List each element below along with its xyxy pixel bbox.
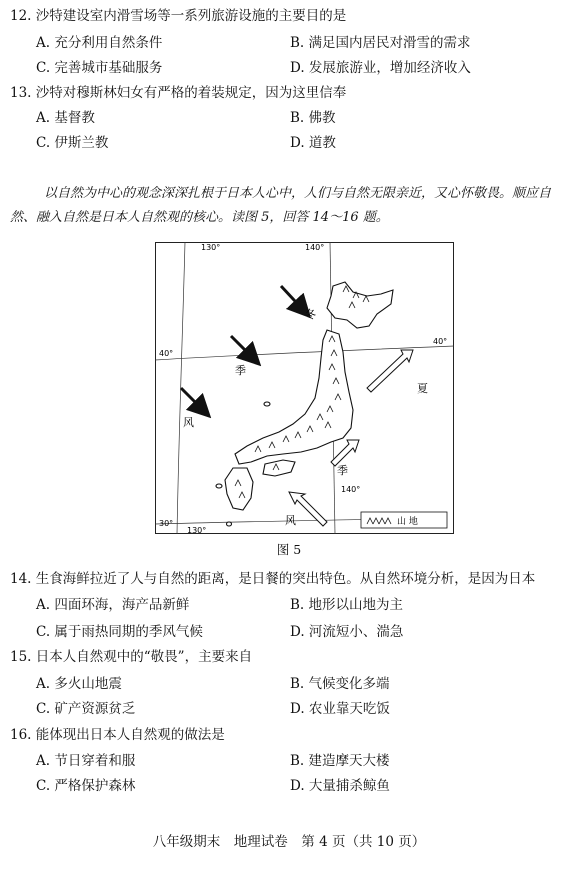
q16-option-b: B. 建造摩天大楼 bbox=[290, 753, 390, 769]
q12-option-b: B. 满足国内居民对滑雪的需求 bbox=[290, 35, 471, 51]
passage-line-1: 以自然为中心的观念深深扎根于日本人心中，人们与自然无限亲近，又心怀敬畏。顺应自 bbox=[44, 186, 552, 201]
q15-option-c: C. 矿产资源贫乏 bbox=[36, 701, 136, 717]
page-footer: 八年级期末 地理试卷 第 4 页（共 10 页） bbox=[152, 834, 426, 850]
q15-option-b: B. 气候变化多端 bbox=[290, 676, 390, 692]
summer-char-1: 夏 bbox=[417, 382, 428, 395]
question-15-stem: 15. 日本人自然观中的“敬畏”，主要来自 bbox=[10, 649, 253, 665]
q15-option-a: A. 多火山地震 bbox=[36, 676, 122, 692]
lon-140-top-label: 140° bbox=[305, 243, 325, 252]
passage-line-2: 然、融入自然是日本人自然观的核心。读图 5，回答 14～16 题。 bbox=[10, 210, 389, 225]
q13-option-b: B. 佛教 bbox=[290, 110, 336, 126]
map-legend bbox=[361, 512, 447, 528]
lon-130-bottom-label: 130° bbox=[187, 526, 207, 534]
q15-option-d: D. 农业靠天吃饭 bbox=[290, 701, 390, 717]
legend-label: 山 地 bbox=[397, 517, 418, 527]
winter-char-3: 风 bbox=[183, 416, 194, 429]
winter-char-2: 季 bbox=[235, 364, 246, 377]
q13-option-d: D. 道教 bbox=[290, 135, 336, 151]
summer-char-3: 风 bbox=[285, 514, 296, 527]
summer-char-2: 季 bbox=[337, 464, 348, 477]
q12-option-c: C. 完善城市基础服务 bbox=[36, 60, 163, 76]
q14-option-d: D. 河流短小、湍急 bbox=[290, 624, 404, 640]
question-16-stem: 16. 能体现出日本人自然观的做法是 bbox=[10, 727, 225, 743]
q16-option-d: D. 大量捕杀鲸鱼 bbox=[290, 778, 390, 794]
q14-option-b: B. 地形以山地为主 bbox=[290, 597, 404, 613]
q12-option-a: A. 充分利用自然条件 bbox=[36, 35, 163, 51]
lat-40-left-label: 40° bbox=[159, 349, 174, 358]
lon-130-top-label: 130° bbox=[201, 243, 221, 252]
q16-option-a: A. 节日穿着和服 bbox=[36, 753, 136, 769]
q13-option-c: C. 伊斯兰教 bbox=[36, 135, 109, 151]
lon-140-bottom-label: 140° bbox=[341, 485, 361, 494]
q12-option-d: D. 发展旅游业，增加经济收入 bbox=[290, 60, 471, 76]
question-14-stem: 14. 生食海鲜拉近了人与自然的距离，是日餐的突出特色。从自然环境分析，是因为日本 bbox=[10, 571, 536, 587]
question-13-stem: 13. 沙特对穆斯林妇女有严格的着装规定，因为这里信奉 bbox=[10, 85, 347, 101]
question-12-stem: 12. 沙特建设室内滑雪场等一系列旅游设施的主要目的是 bbox=[10, 8, 347, 24]
japan-map-figure bbox=[155, 242, 454, 534]
figure-caption: 图 5 bbox=[276, 542, 302, 557]
q14-option-a: A. 四面环海，海产品新鲜 bbox=[36, 597, 190, 613]
q13-option-a: A. 基督教 bbox=[36, 110, 95, 126]
winter-char-1: 冬 bbox=[305, 308, 316, 321]
q14-option-c: C. 属于雨热同期的季风气候 bbox=[36, 624, 203, 640]
lat-30-left-label: 30° bbox=[159, 519, 174, 528]
lat-40-right-label: 40° bbox=[433, 337, 448, 346]
q16-option-c: C. 严格保护森林 bbox=[36, 778, 136, 794]
